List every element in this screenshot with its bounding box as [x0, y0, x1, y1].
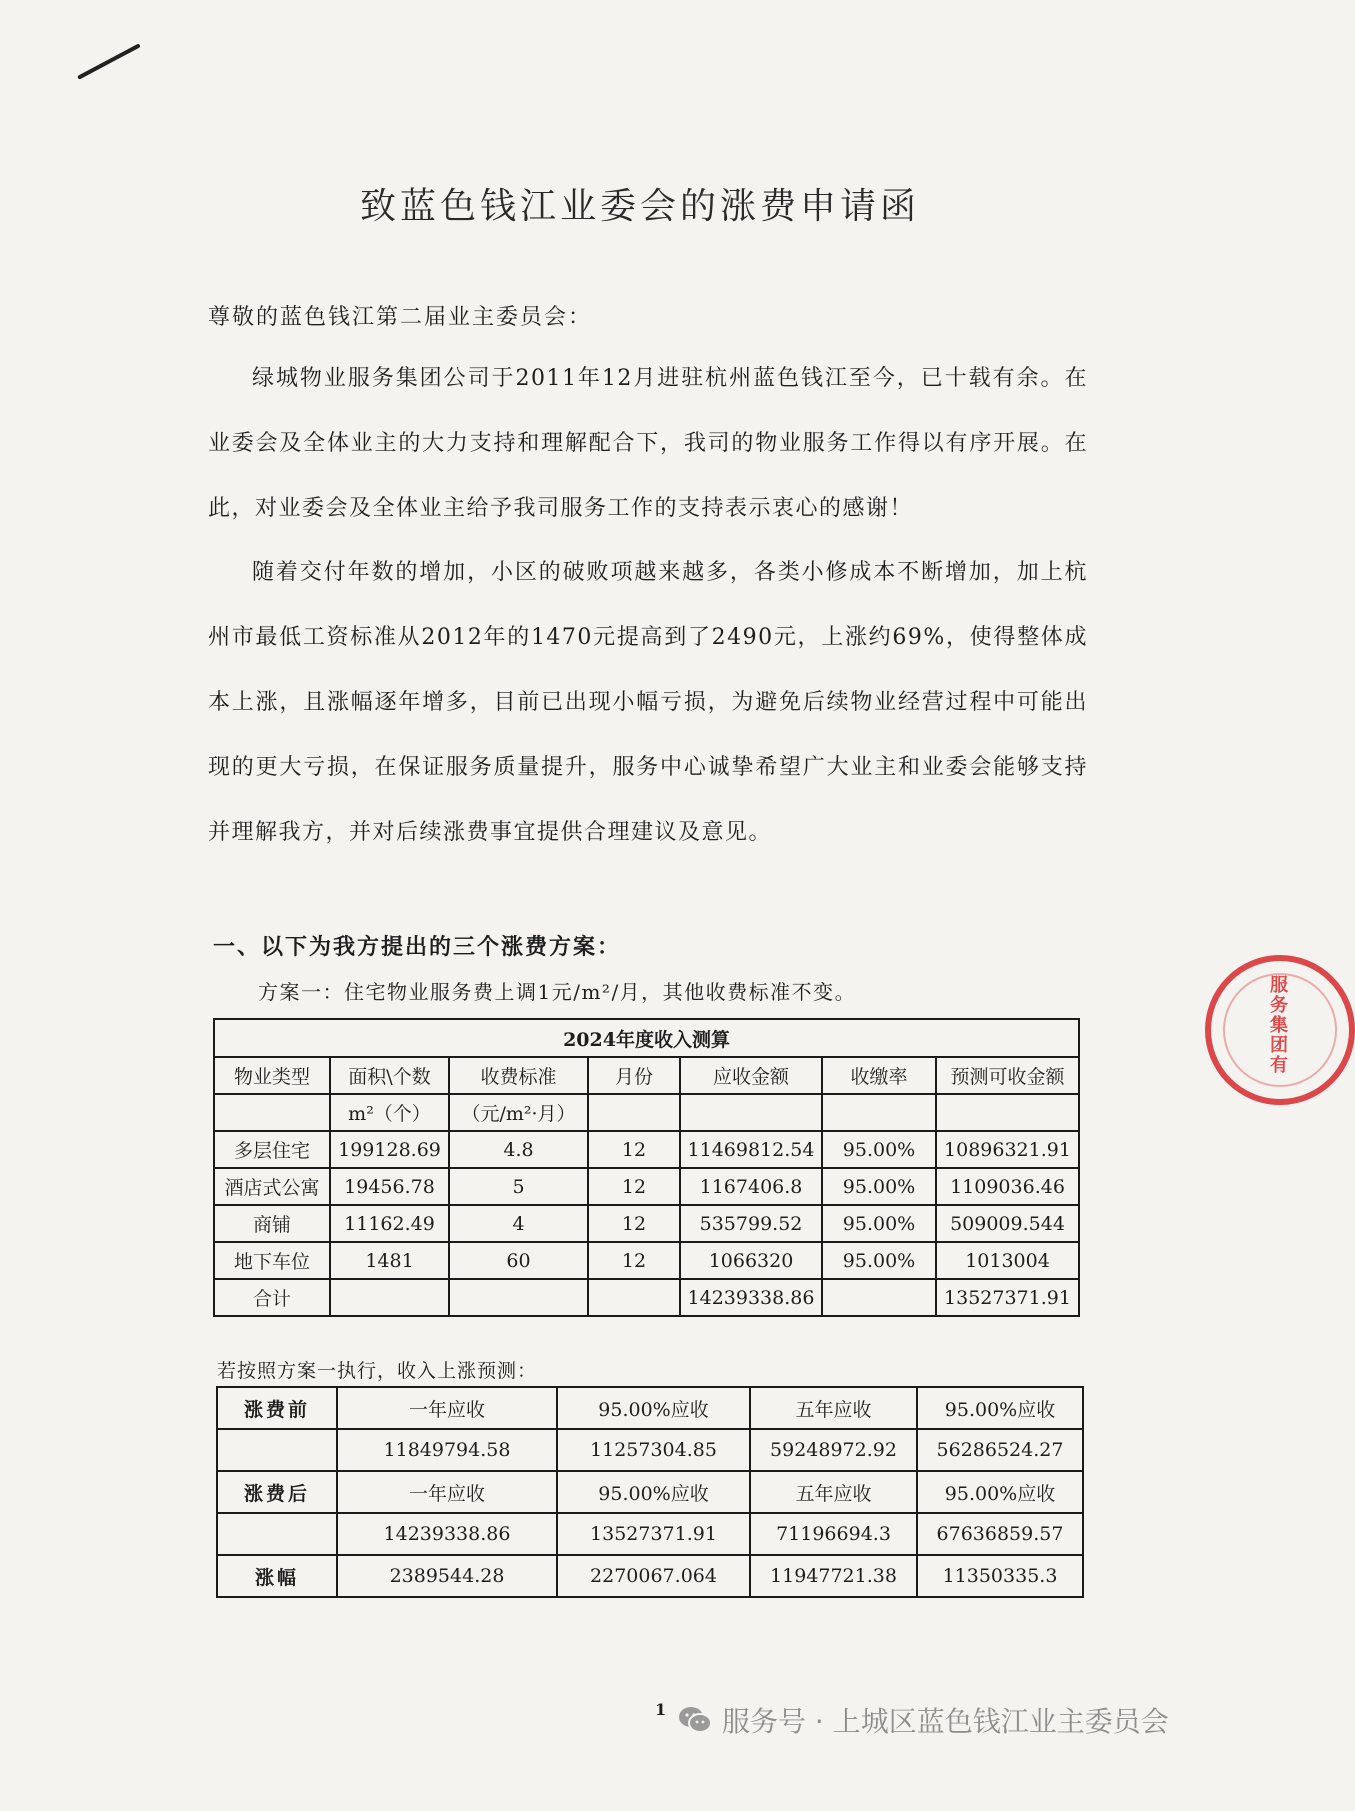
table2-header: 95.00%应收 [917, 1471, 1083, 1513]
table1-header: 收费标准 [449, 1057, 588, 1094]
table1-total-row [214, 1279, 1079, 1316]
before-values-row [217, 1429, 1083, 1471]
table1-header: 月份 [588, 1057, 680, 1094]
total-label: 合计 [214, 1279, 330, 1316]
increase-row [217, 1555, 1083, 1597]
table1-subheader: （元/m²·月） [449, 1094, 588, 1131]
table-cell: 95.00% [822, 1242, 936, 1279]
table-row [214, 1131, 1079, 1168]
table2-header: 95.00%应收 [557, 1387, 750, 1429]
table-row [214, 1242, 1079, 1279]
income-estimate-table [213, 1018, 1080, 1317]
page-number: 1 [655, 1700, 667, 1719]
table-cell: 10896321.91 [936, 1131, 1079, 1168]
table1-subheader [588, 1094, 680, 1131]
table-cell: 4 [449, 1205, 588, 1242]
table-cell: 地下车位 [214, 1242, 330, 1279]
table-cell: 12 [588, 1242, 680, 1279]
table2-header: 95.00%应收 [917, 1387, 1083, 1429]
table1-subheader [214, 1094, 330, 1131]
table-cell: 56286524.27 [917, 1429, 1083, 1471]
before-label: 涨费前 [217, 1387, 337, 1429]
table-cell [217, 1513, 337, 1555]
table-cell: 11350335.3 [917, 1555, 1083, 1597]
table1-header: 预测可收金额 [936, 1057, 1079, 1094]
footer-watermark [678, 1700, 1169, 1740]
table1-header: 物业类型 [214, 1057, 330, 1094]
table1-subheader [680, 1094, 822, 1131]
table-cell: 多层住宅 [214, 1131, 330, 1168]
table-cell: 1066320 [680, 1242, 822, 1279]
table1-subheader: m²（个） [330, 1094, 449, 1131]
after-header-row [217, 1471, 1083, 1513]
table-cell: 11469812.54 [680, 1131, 822, 1168]
table-cell: 1167406.8 [680, 1168, 822, 1205]
table-cell: 95.00% [822, 1131, 936, 1168]
table-cell: 13527371.91 [557, 1513, 750, 1555]
section-heading: 一、以下为我方提出的三个涨费方案： [213, 934, 622, 960]
table-cell: 14239338.86 [337, 1513, 557, 1555]
document-title: 致蓝色钱江业委会的涨费申请函 [359, 186, 920, 227]
paragraph-2 [208, 540, 1088, 865]
paragraph-1 [208, 346, 1088, 541]
table-cell [822, 1279, 936, 1316]
table-cell: 509009.544 [936, 1205, 1079, 1242]
table-cell: 19456.78 [330, 1168, 449, 1205]
table-row [214, 1205, 1079, 1242]
table-row [214, 1168, 1079, 1205]
table-cell: 2389544.28 [337, 1555, 557, 1597]
salutation: 尊敬的蓝色钱江第二届业主委员会： [208, 305, 593, 330]
table-cell [330, 1279, 449, 1316]
table-cell: 12 [588, 1131, 680, 1168]
table-cell: 199128.69 [330, 1131, 449, 1168]
table1-header: 面积\个数 [330, 1057, 449, 1094]
table-cell: 535799.52 [680, 1205, 822, 1242]
table2-header: 五年应收 [750, 1471, 917, 1513]
footer-text: 服务号 · 上城区蓝色钱江业主委员会 [722, 1705, 1169, 1738]
table-cell [217, 1429, 337, 1471]
total-forecast: 13527371.91 [936, 1279, 1079, 1316]
table1-header-row [214, 1057, 1079, 1094]
table1-subheader-row [214, 1094, 1079, 1131]
increase-forecast-table [216, 1386, 1084, 1598]
table-cell: 95.00% [822, 1205, 936, 1242]
table-cell: 1481 [330, 1242, 449, 1279]
table-cell: 60 [449, 1242, 588, 1279]
table-cell: 59248972.92 [750, 1429, 917, 1471]
paragraph-2-text: 随着交付年数的增加，小区的破败项越来越多，各类小修成本不断增加，加上杭州市最低工资标准从2012年的1470元提高到了2490元，上涨约69%，使得整体成本上涨，且涨幅逐年增多，目前已出现小幅亏损，为避免后续物业经营过程中可能出现的更大亏损，在保证服务质量提升，服务中心诚挚希望广大业主和业委会能够支持并理解我方，并对后续涨费事宜提供合理建议及意见。 [208, 560, 1088, 845]
table-cell: 11849794.58 [337, 1429, 557, 1471]
after-values-row [217, 1513, 1083, 1555]
table1-header: 应收金额 [680, 1057, 822, 1094]
increase-label: 涨幅 [217, 1555, 337, 1597]
table-cell: 商铺 [214, 1205, 330, 1242]
after-label: 涨费后 [217, 1471, 337, 1513]
table1-subheader [936, 1094, 1079, 1131]
table-cell: 11947721.38 [750, 1555, 917, 1597]
table2-header: 一年应收 [337, 1471, 557, 1513]
table2-header: 一年应收 [337, 1387, 557, 1429]
table-cell: 1109036.46 [936, 1168, 1079, 1205]
total-receivable: 14239338.86 [680, 1279, 822, 1316]
pen-mark [77, 43, 141, 79]
wechat-icon [678, 1706, 712, 1734]
table1-header: 收缴率 [822, 1057, 936, 1094]
table2-header: 95.00%应收 [557, 1471, 750, 1513]
table1-subheader [822, 1094, 936, 1131]
table-cell: 12 [588, 1205, 680, 1242]
table-cell: 酒店式公寓 [214, 1168, 330, 1205]
table-cell: 5 [449, 1168, 588, 1205]
table-cell: 2270067.064 [557, 1555, 750, 1597]
table-cell: 11257304.85 [557, 1429, 750, 1471]
table2-header: 五年应收 [750, 1387, 917, 1429]
table-cell: 4.8 [449, 1131, 588, 1168]
table1-caption: 2024年度收入测算 [214, 1019, 1079, 1057]
table-cell: 12 [588, 1168, 680, 1205]
table-cell: 67636859.57 [917, 1513, 1083, 1555]
table-cell [588, 1279, 680, 1316]
before-header-row [217, 1387, 1083, 1429]
table-cell: 1013004 [936, 1242, 1079, 1279]
forecast-label: 若按照方案一执行，收入上涨预测： [217, 1360, 538, 1382]
paragraph-1-text: 绿城物业服务集团公司于2011年12月进驻杭州蓝色钱江至今，已十载有余。在业委会及全体业主的大力支持和理解配合下，我司的物业服务工作得以有序开展。在此，对业委会及全体业主给予我司服务工作的支持表示衷心的感谢！ [208, 366, 1088, 521]
table-cell: 11162.49 [330, 1205, 449, 1242]
table-cell: 71196694.3 [750, 1513, 917, 1555]
table-cell [449, 1279, 588, 1316]
table-cell: 95.00% [822, 1168, 936, 1205]
seal-text: 服务集团有 [1223, 973, 1337, 1087]
red-seal [1205, 955, 1355, 1105]
plan1-description: 方案一：住宅物业服务费上调1元/m²/月，其他收费标准不变。 [258, 980, 857, 1004]
